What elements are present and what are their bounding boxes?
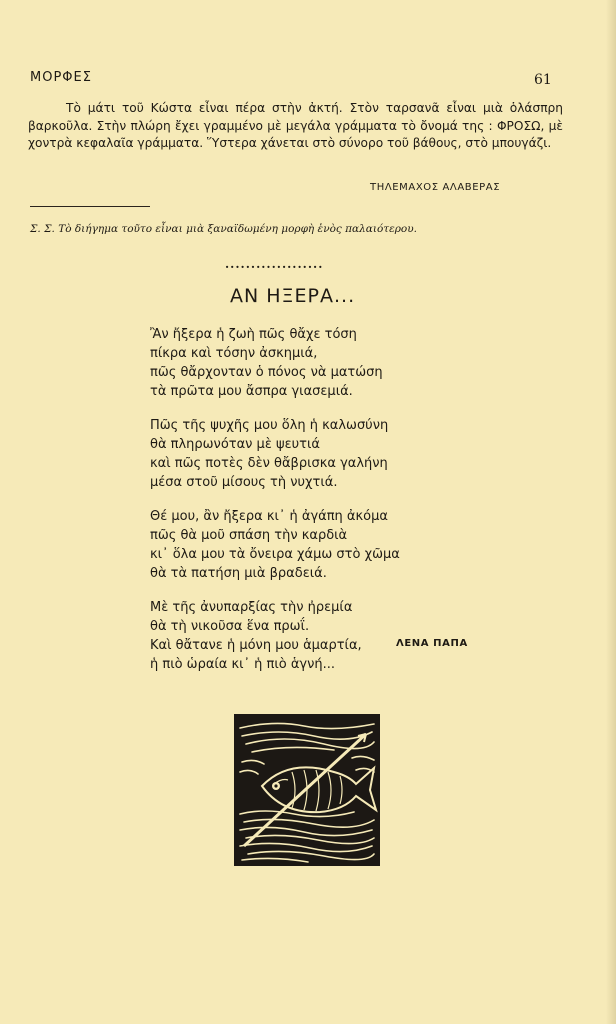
poem-line: Μὲ τῆς ἀνυπαρξίας τὴν ἠρεμία: [150, 600, 353, 615]
poem-title: ΑΝ ΗΞΕΡΑ...: [230, 285, 356, 307]
section-separator: ...................: [225, 257, 324, 271]
poem-line: Ἂν ἤξερα ἡ ζωὴ πῶς θἄχε τόση: [150, 327, 357, 342]
poem-line: θὰ πληρωνόταν μὲ ψευτιά: [150, 437, 320, 452]
poem-line: μέσα στοῦ μίσους τὴ νυχτιά.: [150, 475, 338, 490]
page-edge-shadow: [606, 0, 616, 1024]
journal-header: ΜΟΡΦΕΣ: [30, 70, 92, 85]
story-author: ΤΗΛΕΜΑΧΟΣ ΑΛΑΒΕΡΑΣ: [370, 182, 501, 193]
poem-line: Θέ μου, ἂν ἤξερα κι᾿ ἡ ἀγάπη ἀκόμα: [150, 509, 388, 524]
poem-author: ΛΕΝΑ ΠΑΠΑ: [396, 638, 468, 649]
editor-footnote: Σ. Σ. Τὸ διήγημα τοῦτο εἶναι μιὰ ξαναϊδωμένη μορφὴ ἑνὸς παλαιότερου.: [30, 223, 417, 235]
poem-body: [150, 325, 400, 689]
poem-line: ἡ πιὸ ὡραία κι᾿ ἡ πιὸ ἁγνή...: [150, 657, 336, 672]
poem-line: θὰ τὴ νικοῦσα ἕνα πρωΐ.: [150, 619, 310, 634]
story-ending: [28, 100, 563, 153]
poem-line: κι᾿ ὅλα μου τὰ ὄνειρα χάμω στὸ χῶμα: [150, 547, 400, 562]
footnote-rule: [30, 206, 150, 207]
poem-line: καὶ πῶς ποτὲς δὲν θἄβρισκα γαλήνη: [150, 456, 388, 471]
poem-line: Πῶς τῆς ψυχῆς μου ὅλη ἡ καλωσύνη: [150, 418, 389, 433]
poem-stanza-2: [150, 416, 400, 492]
poem-line: πῶς θὰ μοῦ σπάση τὴν καρδιὰ: [150, 528, 348, 543]
poem-line: πῶς θἄρχονταν ὁ πόνος νὰ ματώση: [150, 365, 383, 380]
fish-woodcut-icon: [234, 714, 380, 866]
poem-line: τὰ πρῶτα μου ἄσπρα γιασεμιά.: [150, 384, 353, 399]
story-paragraph: Τὸ μάτι τοῦ Κώστα εἶναι πέρα στὴν ἀκτή. Στὸν ταρσανᾶ εἶναι μιὰ ὁλάσπρη βαρκοῦλα. Στὴν πλώρη ἔχει γραμμένο μὲ μεγάλα γράμματα τὸ ὄνομά της : ΦΡΟΣΩ, μὲ χοντρὰ κεφαλαῖα γράμματα. Ὕστερα χάνεται στὸ σύνορο τοῦ βάθους, στὸ μπουγάζι.: [28, 101, 563, 150]
poem-line: Καὶ θἄτανε ἡ μόνη μου ἁμαρτία,: [150, 638, 362, 653]
poem-stanza-4: [150, 598, 400, 674]
page-number: 61: [534, 72, 552, 88]
poem-line: θὰ τὰ πατήση μιὰ βραδειά.: [150, 566, 327, 581]
poem-line: πίκρα καὶ τόσην ἀσκημιά,: [150, 346, 318, 361]
poem-stanza-1: [150, 325, 400, 401]
poem-stanza-3: [150, 507, 400, 583]
